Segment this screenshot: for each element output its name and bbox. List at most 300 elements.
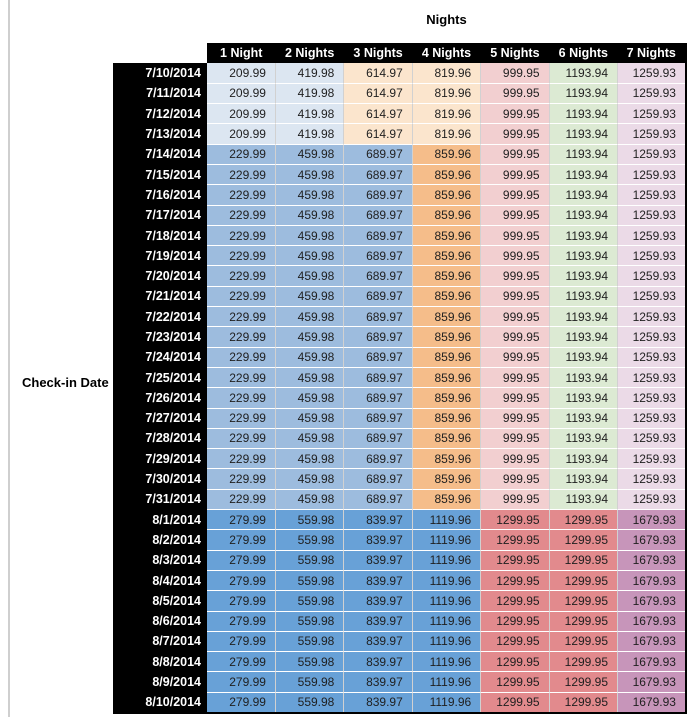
price-cell[interactable]: 229.99 — [207, 489, 275, 509]
price-cell[interactable]: 1679.93 — [618, 510, 686, 530]
price-cell[interactable]: 859.96 — [412, 307, 480, 327]
price-cell[interactable]: 689.97 — [344, 469, 412, 489]
checkin-date-cell[interactable]: 7/20/2014 — [113, 266, 207, 286]
price-cell[interactable]: 279.99 — [207, 530, 275, 550]
checkin-date-cell[interactable]: 7/29/2014 — [113, 449, 207, 469]
price-cell[interactable]: 1259.93 — [618, 307, 686, 327]
price-cell[interactable]: 1299.95 — [481, 591, 549, 611]
price-cell[interactable]: 279.99 — [207, 550, 275, 570]
price-cell[interactable]: 689.97 — [344, 246, 412, 266]
price-cell[interactable]: 1259.93 — [618, 327, 686, 347]
checkin-date-cell[interactable]: 8/9/2014 — [113, 672, 207, 692]
table-row — [113, 83, 686, 103]
price-cell[interactable]: 459.98 — [275, 185, 343, 205]
price-cell[interactable]: 1299.95 — [481, 631, 549, 651]
pricing-table-header — [113, 43, 686, 63]
price-cell[interactable]: 459.98 — [275, 367, 343, 387]
row-axis-title: Check-in Date — [22, 375, 109, 390]
checkin-date-cell[interactable]: 7/22/2014 — [113, 307, 207, 327]
table-row — [113, 286, 686, 306]
price-cell[interactable]: 689.97 — [344, 185, 412, 205]
price-cell[interactable]: 1193.94 — [549, 428, 617, 448]
price-cell[interactable]: 1259.93 — [618, 124, 686, 144]
price-cell[interactable]: 1299.95 — [481, 550, 549, 570]
price-cell[interactable]: 1299.95 — [549, 591, 617, 611]
price-cell[interactable]: 839.97 — [344, 530, 412, 550]
table-row — [113, 530, 686, 550]
price-cell[interactable]: 1193.94 — [549, 307, 617, 327]
price-cell[interactable]: 999.95 — [481, 185, 549, 205]
price-cell[interactable]: 1679.93 — [618, 550, 686, 570]
price-cell[interactable]: 1119.96 — [412, 631, 480, 651]
price-cell[interactable]: 1119.96 — [412, 550, 480, 570]
price-cell[interactable]: 689.97 — [344, 347, 412, 367]
price-cell[interactable]: 1679.93 — [618, 652, 686, 672]
price-cell[interactable]: 819.96 — [412, 63, 480, 83]
checkin-date-cell[interactable]: 7/17/2014 — [113, 205, 207, 225]
price-cell[interactable]: 999.95 — [481, 266, 549, 286]
price-cell[interactable]: 279.99 — [207, 692, 275, 712]
checkin-date-cell[interactable]: 7/30/2014 — [113, 469, 207, 489]
price-cell[interactable]: 859.96 — [412, 185, 480, 205]
price-cell[interactable]: 1193.94 — [549, 469, 617, 489]
table-row — [113, 104, 686, 124]
table-row — [113, 489, 686, 509]
price-cell[interactable]: 229.99 — [207, 246, 275, 266]
table-row — [113, 469, 686, 489]
price-cell[interactable]: 1299.95 — [549, 570, 617, 590]
price-cell[interactable]: 279.99 — [207, 570, 275, 590]
price-cell[interactable]: 459.98 — [275, 489, 343, 509]
table-row — [113, 631, 686, 651]
price-cell[interactable]: 459.98 — [275, 388, 343, 408]
price-cell[interactable]: 999.95 — [481, 449, 549, 469]
price-cell[interactable]: 1119.96 — [412, 510, 480, 530]
price-cell[interactable]: 1259.93 — [618, 469, 686, 489]
price-cell[interactable]: 229.99 — [207, 428, 275, 448]
table-row — [113, 449, 686, 469]
price-cell[interactable]: 1119.96 — [412, 672, 480, 692]
price-cell[interactable]: 1193.94 — [549, 83, 617, 103]
price-cell[interactable]: 689.97 — [344, 327, 412, 347]
price-cell[interactable]: 1193.94 — [549, 185, 617, 205]
price-cell[interactable]: 229.99 — [207, 327, 275, 347]
column-header-4-nights[interactable]: 4 Nights — [412, 43, 480, 63]
price-cell[interactable]: 614.97 — [344, 63, 412, 83]
checkin-date-cell[interactable]: 7/31/2014 — [113, 489, 207, 509]
price-cell[interactable]: 229.99 — [207, 225, 275, 245]
price-cell[interactable]: 689.97 — [344, 449, 412, 469]
price-cell[interactable]: 1299.95 — [549, 672, 617, 692]
price-cell[interactable]: 859.96 — [412, 449, 480, 469]
price-cell[interactable]: 999.95 — [481, 408, 549, 428]
price-cell[interactable]: 1299.95 — [549, 631, 617, 651]
checkin-date-cell[interactable]: 7/19/2014 — [113, 246, 207, 266]
price-cell[interactable]: 419.98 — [275, 104, 343, 124]
table-row — [113, 428, 686, 448]
checkin-date-cell[interactable]: 7/15/2014 — [113, 164, 207, 184]
checkin-date-cell[interactable]: 7/16/2014 — [113, 185, 207, 205]
price-cell[interactable]: 419.98 — [275, 63, 343, 83]
price-cell[interactable]: 859.96 — [412, 428, 480, 448]
price-cell[interactable]: 1299.95 — [481, 692, 549, 712]
price-cell[interactable]: 1193.94 — [549, 489, 617, 509]
price-cell[interactable]: 1259.93 — [618, 185, 686, 205]
price-cell[interactable]: 1193.94 — [549, 164, 617, 184]
price-cell[interactable]: 1679.93 — [618, 530, 686, 550]
price-cell[interactable]: 1679.93 — [618, 672, 686, 692]
price-cell[interactable]: 1259.93 — [618, 367, 686, 387]
price-cell[interactable]: 689.97 — [344, 307, 412, 327]
price-cell[interactable]: 229.99 — [207, 205, 275, 225]
price-cell[interactable]: 1259.93 — [618, 83, 686, 103]
checkin-date-cell[interactable]: 8/7/2014 — [113, 631, 207, 651]
table-row — [113, 692, 686, 712]
price-cell[interactable]: 999.95 — [481, 307, 549, 327]
column-header-1-nights[interactable]: 1 Night — [207, 43, 275, 63]
price-cell[interactable]: 559.98 — [275, 692, 343, 712]
price-cell[interactable]: 1119.96 — [412, 692, 480, 712]
checkin-date-cell[interactable]: 7/24/2014 — [113, 347, 207, 367]
column-header-3-nights[interactable]: 3 Nights — [344, 43, 412, 63]
checkin-date-cell[interactable]: 8/2/2014 — [113, 530, 207, 550]
price-cell[interactable]: 999.95 — [481, 428, 549, 448]
checkin-date-cell[interactable]: 7/21/2014 — [113, 286, 207, 306]
price-cell[interactable]: 859.96 — [412, 266, 480, 286]
price-cell[interactable]: 839.97 — [344, 550, 412, 570]
price-cell[interactable]: 839.97 — [344, 570, 412, 590]
price-cell[interactable]: 559.98 — [275, 550, 343, 570]
price-cell[interactable]: 559.98 — [275, 591, 343, 611]
price-cell[interactable]: 419.98 — [275, 124, 343, 144]
table-row — [113, 266, 686, 286]
price-cell[interactable]: 459.98 — [275, 164, 343, 184]
price-cell[interactable]: 209.99 — [207, 63, 275, 83]
price-cell[interactable]: 1193.94 — [549, 408, 617, 428]
price-cell[interactable]: 999.95 — [481, 83, 549, 103]
checkin-date-cell[interactable]: 8/4/2014 — [113, 570, 207, 590]
checkin-date-cell[interactable]: 8/3/2014 — [113, 550, 207, 570]
price-cell[interactable]: 819.96 — [412, 104, 480, 124]
checkin-date-cell[interactable]: 7/26/2014 — [113, 388, 207, 408]
price-cell[interactable]: 859.96 — [412, 347, 480, 367]
price-cell[interactable]: 1299.95 — [549, 550, 617, 570]
price-cell[interactable]: 839.97 — [344, 631, 412, 651]
price-cell[interactable]: 1299.95 — [481, 672, 549, 692]
price-cell[interactable]: 559.98 — [275, 652, 343, 672]
price-cell[interactable]: 1193.94 — [549, 347, 617, 367]
pricing-table — [113, 43, 687, 714]
table-row — [113, 550, 686, 570]
price-cell[interactable]: 279.99 — [207, 591, 275, 611]
price-cell[interactable]: 1193.94 — [549, 246, 617, 266]
pricing-table-body — [113, 63, 686, 713]
price-cell[interactable]: 1299.95 — [481, 611, 549, 631]
price-cell[interactable]: 859.96 — [412, 164, 480, 184]
price-cell[interactable]: 1299.95 — [549, 530, 617, 550]
corner-cell — [113, 43, 207, 63]
checkin-date-cell[interactable]: 8/10/2014 — [113, 692, 207, 712]
price-cell[interactable]: 1259.93 — [618, 164, 686, 184]
price-cell[interactable]: 819.96 — [412, 83, 480, 103]
price-cell[interactable]: 459.98 — [275, 408, 343, 428]
price-cell[interactable]: 839.97 — [344, 652, 412, 672]
price-cell[interactable]: 459.98 — [275, 449, 343, 469]
price-cell[interactable]: 1193.94 — [549, 367, 617, 387]
price-cell[interactable]: 229.99 — [207, 367, 275, 387]
price-cell[interactable]: 229.99 — [207, 408, 275, 428]
price-cell[interactable]: 689.97 — [344, 428, 412, 448]
price-cell[interactable]: 1259.93 — [618, 408, 686, 428]
price-cell[interactable]: 279.99 — [207, 510, 275, 530]
checkin-date-cell[interactable]: 8/5/2014 — [113, 591, 207, 611]
price-cell[interactable]: 1299.95 — [481, 652, 549, 672]
checkin-date-cell[interactable]: 7/12/2014 — [113, 104, 207, 124]
price-cell[interactable]: 419.98 — [275, 83, 343, 103]
price-cell[interactable]: 1193.94 — [549, 286, 617, 306]
column-header-7-nights[interactable]: 7 Nights — [618, 43, 686, 63]
price-cell[interactable]: 689.97 — [344, 408, 412, 428]
price-cell[interactable]: 1259.93 — [618, 205, 686, 225]
price-cell[interactable]: 209.99 — [207, 124, 275, 144]
price-cell[interactable]: 1193.94 — [549, 104, 617, 124]
price-cell[interactable]: 1679.93 — [618, 591, 686, 611]
price-cell[interactable]: 859.96 — [412, 469, 480, 489]
checkin-date-cell[interactable]: 7/14/2014 — [113, 144, 207, 164]
table-row — [113, 225, 686, 245]
price-cell[interactable]: 459.98 — [275, 246, 343, 266]
price-cell[interactable]: 1193.94 — [549, 225, 617, 245]
price-cell[interactable]: 279.99 — [207, 611, 275, 631]
price-cell[interactable]: 459.98 — [275, 225, 343, 245]
price-cell[interactable]: 1299.95 — [481, 510, 549, 530]
price-cell[interactable]: 1119.96 — [412, 570, 480, 590]
price-cell[interactable]: 1299.95 — [481, 570, 549, 590]
price-cell[interactable]: 859.96 — [412, 144, 480, 164]
price-cell[interactable]: 559.98 — [275, 611, 343, 631]
price-cell[interactable]: 859.96 — [412, 327, 480, 347]
price-cell[interactable]: 999.95 — [481, 367, 549, 387]
price-cell[interactable]: 839.97 — [344, 672, 412, 692]
price-cell[interactable]: 689.97 — [344, 266, 412, 286]
price-cell[interactable]: 689.97 — [344, 144, 412, 164]
price-cell[interactable]: 1259.93 — [618, 388, 686, 408]
price-cell[interactable]: 229.99 — [207, 388, 275, 408]
price-cell[interactable]: 839.97 — [344, 692, 412, 712]
table-row — [113, 246, 686, 266]
price-cell[interactable]: 614.97 — [344, 83, 412, 103]
price-cell[interactable]: 859.96 — [412, 489, 480, 509]
checkin-date-cell[interactable]: 7/25/2014 — [113, 367, 207, 387]
price-cell[interactable]: 559.98 — [275, 530, 343, 550]
price-cell[interactable]: 999.95 — [481, 164, 549, 184]
checkin-date-cell[interactable]: 7/11/2014 — [113, 83, 207, 103]
price-cell[interactable]: 1259.93 — [618, 428, 686, 448]
checkin-date-cell[interactable]: 7/10/2014 — [113, 63, 207, 83]
price-cell[interactable]: 229.99 — [207, 286, 275, 306]
price-cell[interactable]: 999.95 — [481, 388, 549, 408]
table-row — [113, 591, 686, 611]
price-cell[interactable]: 229.99 — [207, 144, 275, 164]
price-cell[interactable]: 1193.94 — [549, 327, 617, 347]
price-cell[interactable]: 819.96 — [412, 124, 480, 144]
column-header-5-nights[interactable]: 5 Nights — [481, 43, 549, 63]
price-cell[interactable]: 1193.94 — [549, 449, 617, 469]
column-header-6-nights[interactable]: 6 Nights — [549, 43, 617, 63]
price-cell[interactable]: 999.95 — [481, 205, 549, 225]
price-cell[interactable]: 999.95 — [481, 327, 549, 347]
table-row — [113, 63, 686, 83]
price-cell[interactable]: 559.98 — [275, 631, 343, 651]
price-cell[interactable]: 689.97 — [344, 205, 412, 225]
table-row — [113, 327, 686, 347]
price-cell[interactable]: 459.98 — [275, 307, 343, 327]
price-cell[interactable]: 1119.96 — [412, 591, 480, 611]
price-cell[interactable]: 209.99 — [207, 83, 275, 103]
checkin-date-cell[interactable]: 7/27/2014 — [113, 408, 207, 428]
price-cell[interactable]: 1679.93 — [618, 692, 686, 712]
checkin-date-cell[interactable]: 7/28/2014 — [113, 428, 207, 448]
price-cell[interactable]: 839.97 — [344, 611, 412, 631]
price-cell[interactable]: 1679.93 — [618, 611, 686, 631]
price-cell[interactable]: 459.98 — [275, 266, 343, 286]
price-cell[interactable]: 459.98 — [275, 144, 343, 164]
table-row — [113, 205, 686, 225]
price-cell[interactable]: 279.99 — [207, 672, 275, 692]
price-cell[interactable]: 859.96 — [412, 246, 480, 266]
price-cell[interactable]: 689.97 — [344, 164, 412, 184]
price-cell[interactable]: 459.98 — [275, 347, 343, 367]
price-cell[interactable]: 1679.93 — [618, 631, 686, 651]
price-cell[interactable]: 1193.94 — [549, 63, 617, 83]
price-cell[interactable]: 229.99 — [207, 347, 275, 367]
price-cell[interactable]: 999.95 — [481, 144, 549, 164]
price-cell[interactable]: 999.95 — [481, 347, 549, 367]
price-cell[interactable]: 1299.95 — [549, 692, 617, 712]
price-cell[interactable]: 689.97 — [344, 286, 412, 306]
price-cell[interactable]: 559.98 — [275, 672, 343, 692]
price-cell[interactable]: 229.99 — [207, 266, 275, 286]
price-cell[interactable]: 1193.94 — [549, 205, 617, 225]
table-row — [113, 570, 686, 590]
price-cell[interactable]: 279.99 — [207, 652, 275, 672]
price-cell[interactable]: 1259.93 — [618, 144, 686, 164]
checkin-date-cell[interactable]: 8/8/2014 — [113, 652, 207, 672]
price-cell[interactable]: 1119.96 — [412, 652, 480, 672]
price-cell[interactable]: 1259.93 — [618, 266, 686, 286]
price-cell[interactable]: 229.99 — [207, 449, 275, 469]
price-cell[interactable]: 614.97 — [344, 104, 412, 124]
price-cell[interactable]: 999.95 — [481, 225, 549, 245]
table-row — [113, 652, 686, 672]
price-cell[interactable]: 559.98 — [275, 510, 343, 530]
price-cell[interactable]: 1259.93 — [618, 449, 686, 469]
price-cell[interactable]: 229.99 — [207, 469, 275, 489]
price-cell[interactable]: 1193.94 — [549, 124, 617, 144]
table-row — [113, 510, 686, 530]
price-cell[interactable]: 459.98 — [275, 286, 343, 306]
price-cell[interactable]: 1259.93 — [618, 225, 686, 245]
column-axis-title: Nights — [426, 12, 467, 27]
price-cell[interactable]: 999.95 — [481, 124, 549, 144]
checkin-date-cell[interactable]: 7/23/2014 — [113, 327, 207, 347]
table-row — [113, 388, 686, 408]
price-cell[interactable]: 689.97 — [344, 367, 412, 387]
price-cell[interactable]: 999.95 — [481, 246, 549, 266]
price-cell[interactable]: 999.95 — [481, 489, 549, 509]
price-cell[interactable]: 999.95 — [481, 286, 549, 306]
checkin-date-cell[interactable]: 7/18/2014 — [113, 225, 207, 245]
price-cell[interactable]: 229.99 — [207, 164, 275, 184]
price-cell[interactable]: 1259.93 — [618, 347, 686, 367]
price-cell[interactable]: 689.97 — [344, 225, 412, 245]
price-cell[interactable]: 614.97 — [344, 124, 412, 144]
table-row — [113, 347, 686, 367]
price-cell[interactable]: 839.97 — [344, 510, 412, 530]
price-cell[interactable]: 689.97 — [344, 388, 412, 408]
price-cell[interactable]: 1299.95 — [549, 510, 617, 530]
price-cell[interactable]: 1193.94 — [549, 388, 617, 408]
price-cell[interactable]: 279.99 — [207, 631, 275, 651]
price-cell[interactable]: 859.96 — [412, 205, 480, 225]
window-edge-divider — [8, 0, 10, 717]
table-row — [113, 672, 686, 692]
table-row — [113, 164, 686, 184]
price-cell[interactable]: 999.95 — [481, 104, 549, 124]
price-cell[interactable]: 1193.94 — [549, 266, 617, 286]
price-cell[interactable]: 1299.95 — [549, 652, 617, 672]
price-cell[interactable]: 859.96 — [412, 367, 480, 387]
price-cell[interactable]: 1259.93 — [618, 246, 686, 266]
price-cell[interactable]: 559.98 — [275, 570, 343, 590]
table-row — [113, 124, 686, 144]
price-cell[interactable]: 839.97 — [344, 591, 412, 611]
price-cell[interactable]: 459.98 — [275, 469, 343, 489]
price-cell[interactable]: 229.99 — [207, 185, 275, 205]
checkin-date-cell[interactable]: 8/6/2014 — [113, 611, 207, 631]
price-cell[interactable]: 999.95 — [481, 469, 549, 489]
price-cell[interactable]: 859.96 — [412, 225, 480, 245]
price-cell[interactable]: 459.98 — [275, 205, 343, 225]
price-cell[interactable]: 1259.93 — [618, 286, 686, 306]
price-cell[interactable]: 689.97 — [344, 489, 412, 509]
checkin-date-cell[interactable]: 8/1/2014 — [113, 510, 207, 530]
price-cell[interactable]: 1193.94 — [549, 144, 617, 164]
table-row — [113, 185, 686, 205]
price-cell[interactable]: 459.98 — [275, 327, 343, 347]
table-row — [113, 144, 686, 164]
table-row — [113, 367, 686, 387]
price-cell[interactable]: 999.95 — [481, 63, 549, 83]
checkin-date-cell[interactable]: 7/13/2014 — [113, 124, 207, 144]
price-cell[interactable]: 229.99 — [207, 307, 275, 327]
price-cell[interactable]: 1259.93 — [618, 63, 686, 83]
price-cell[interactable]: 1119.96 — [412, 530, 480, 550]
price-cell[interactable]: 859.96 — [412, 286, 480, 306]
price-cell[interactable]: 859.96 — [412, 408, 480, 428]
price-cell[interactable]: 1259.93 — [618, 104, 686, 124]
column-header-2-nights[interactable]: 2 Nights — [275, 43, 343, 63]
price-cell[interactable]: 859.96 — [412, 388, 480, 408]
price-cell[interactable]: 1259.93 — [618, 489, 686, 509]
price-cell[interactable]: 1299.95 — [481, 530, 549, 550]
price-cell[interactable]: 1119.96 — [412, 611, 480, 631]
price-cell[interactable]: 1679.93 — [618, 570, 686, 590]
table-row — [113, 408, 686, 428]
price-cell[interactable]: 1299.95 — [549, 611, 617, 631]
price-cell[interactable]: 459.98 — [275, 428, 343, 448]
price-cell[interactable]: 209.99 — [207, 104, 275, 124]
